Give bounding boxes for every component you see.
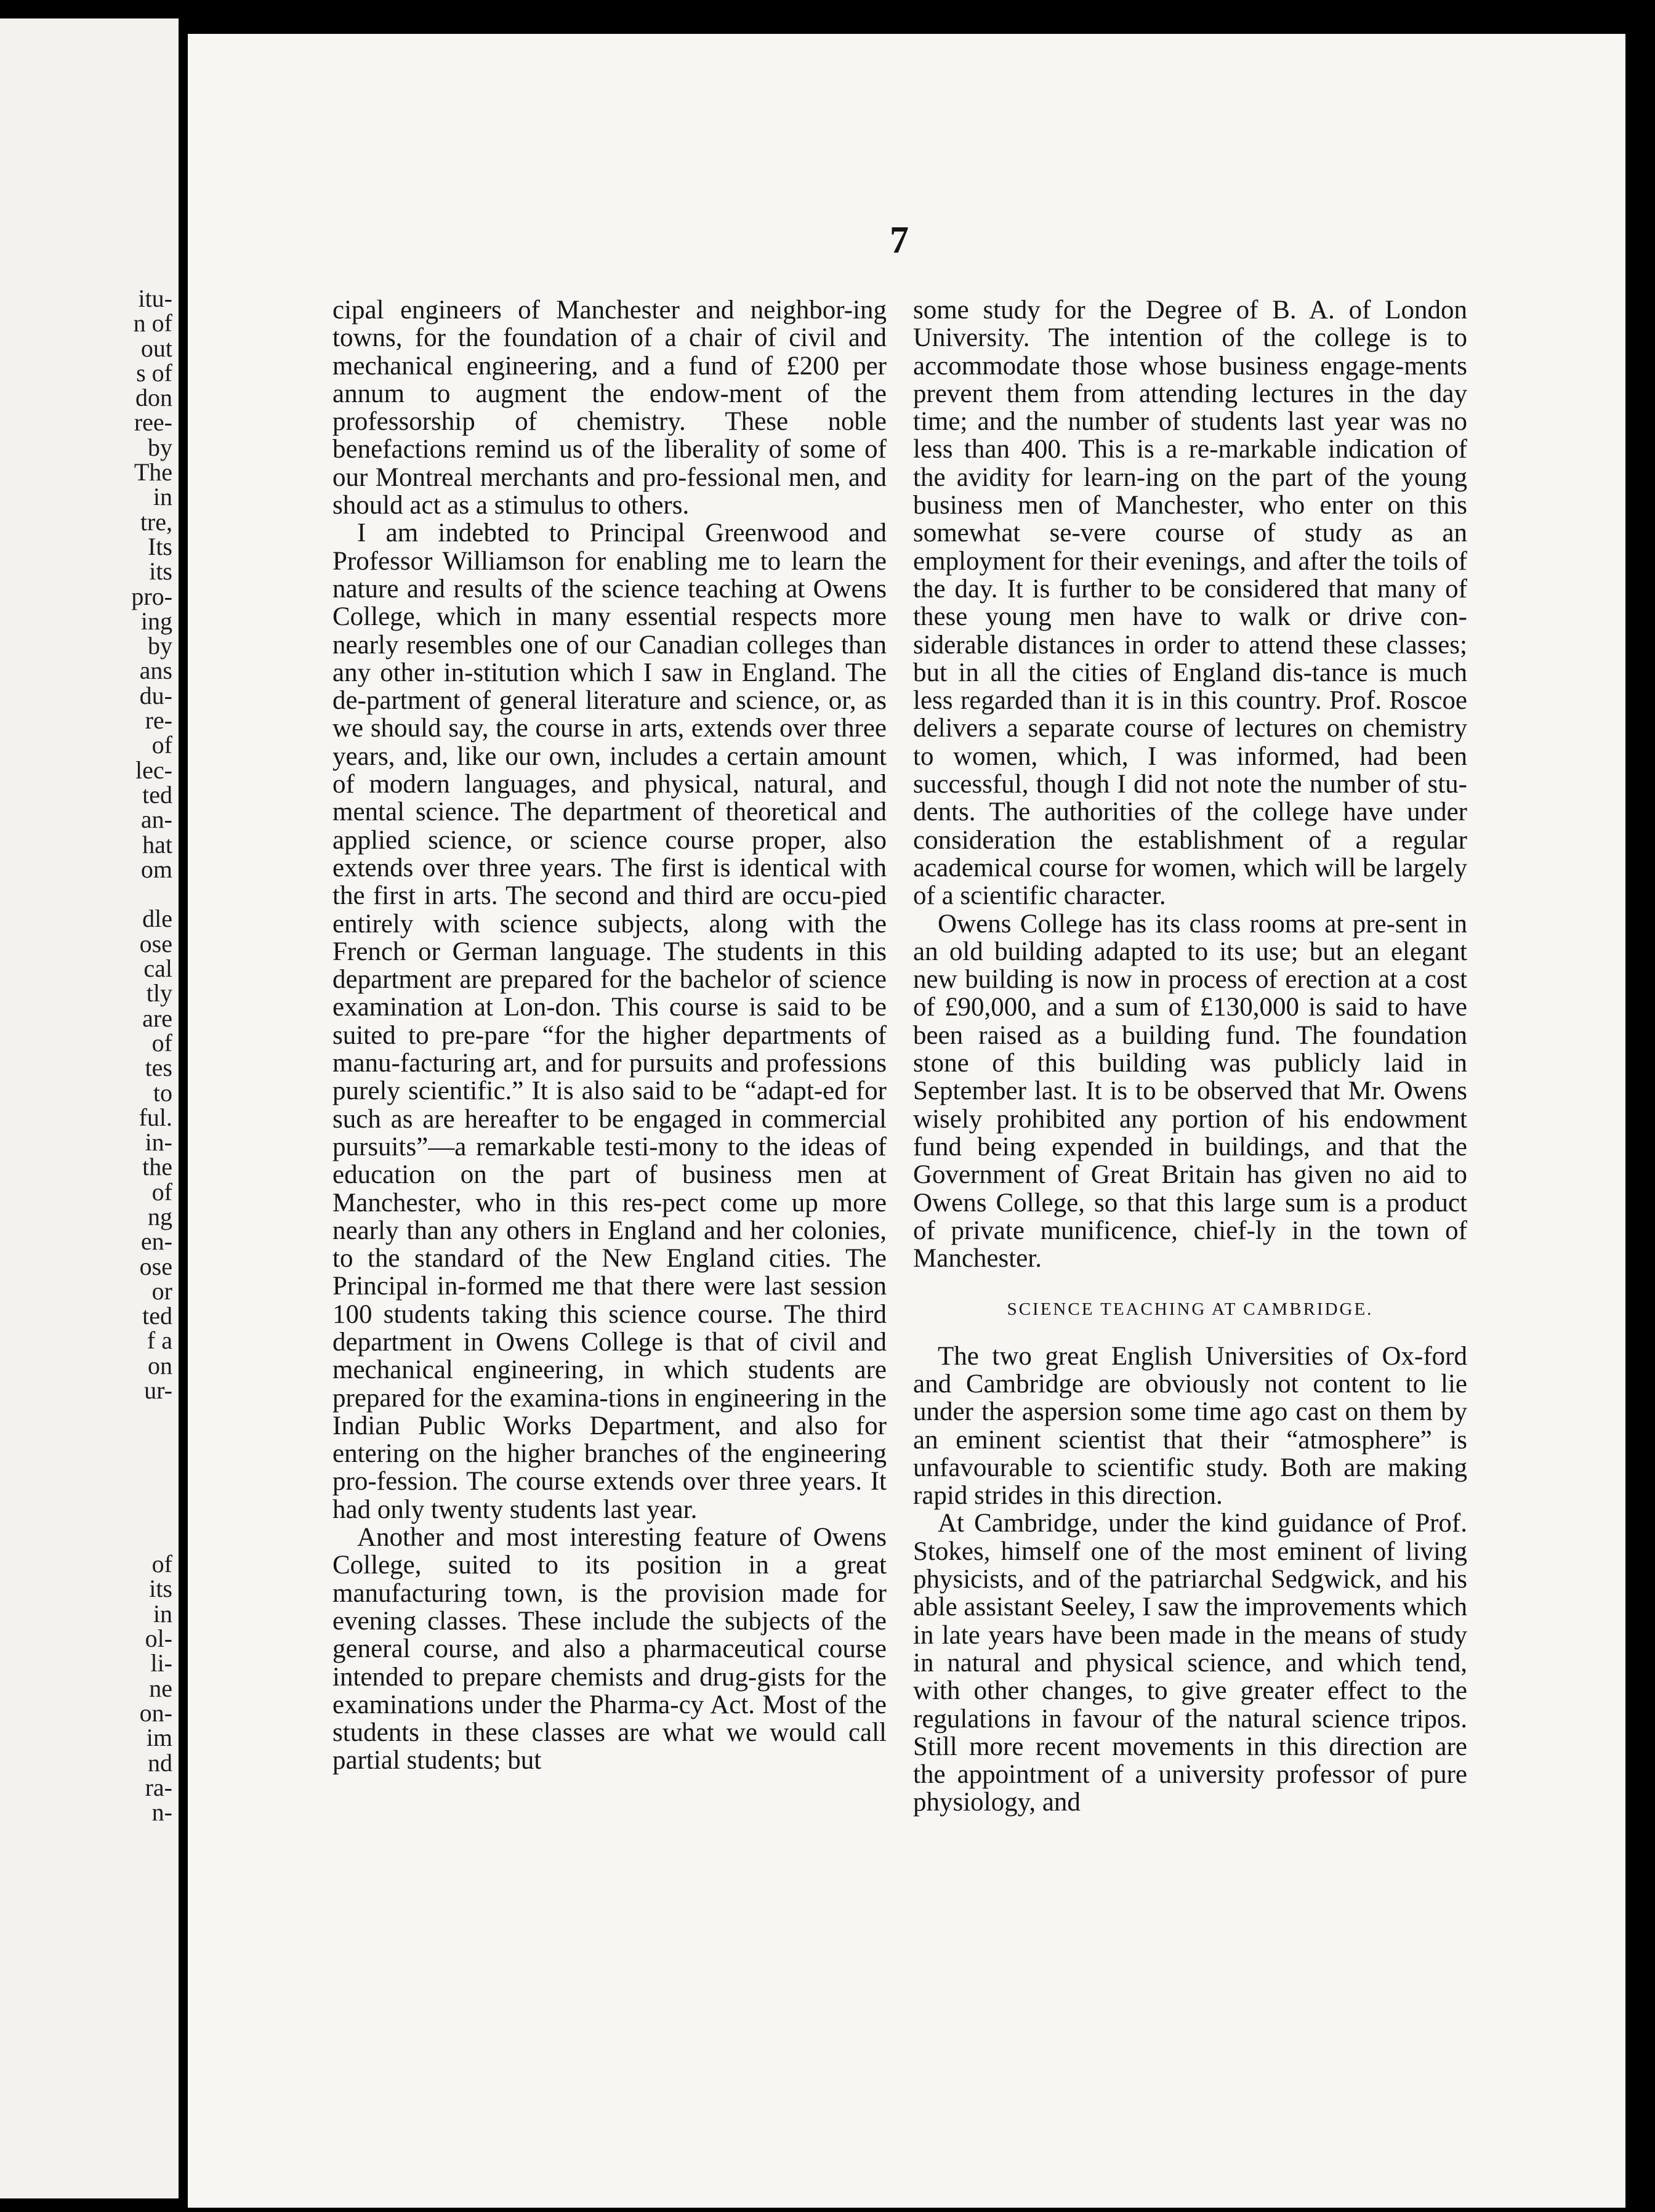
line-fragment bbox=[105, 1453, 172, 1477]
line-fragment: om bbox=[140, 855, 172, 883]
line-fragment: cal bbox=[143, 955, 172, 983]
line-fragment: its bbox=[149, 1575, 172, 1603]
line-fragment: hat bbox=[142, 830, 172, 858]
paragraph: cipal engineers of Manchester and neighbor-ing towns, for the foundation of a chair of civil and mechanical engineering, and a fund of £200 per annum to augment the endow-ment of the professorship of chemistry. These noble benefactions remind us of the liberality of some of our Montreal merchants and pro-fessional men, and should act as a stimulus to others. bbox=[332, 296, 887, 520]
line-fragment: pro- bbox=[131, 582, 172, 610]
line-fragment: ose bbox=[139, 929, 172, 958]
line-fragment: on- bbox=[139, 1698, 172, 1727]
line-fragment: in bbox=[153, 483, 172, 511]
line-fragment: of bbox=[151, 731, 172, 759]
line-fragment: The bbox=[134, 458, 172, 486]
line-fragment: ful. bbox=[139, 1103, 172, 1131]
line-fragment: out bbox=[140, 334, 172, 362]
line-fragment: by bbox=[148, 433, 172, 461]
line-fragment: are bbox=[142, 1004, 172, 1032]
book-page bbox=[188, 34, 1625, 2208]
line-fragment: ose bbox=[139, 1252, 172, 1280]
paragraph: At Cambridge, under the kind guidance of Prof. Stokes, himself one of the most eminent of living physicists, and of the patriarchal Sedgwick, and his able assistant Seeley, I saw the improvements which in late years have been made in the means of study in natural and physical science, and which tend, with other changes, to give greater effect to the regulations in favour of the natural science tripos. Still more recent movements in this direction are the appointment of a university professor of pure physiology, and bbox=[913, 1509, 1467, 1817]
line-fragment: on bbox=[148, 1351, 172, 1379]
line-fragment bbox=[105, 1428, 172, 1453]
line-fragment bbox=[105, 1477, 172, 1502]
paragraph: Another and most interesting feature of Owens College, suited to its position in a great manufacturing town, is the provision made for evening classes. These include the subjects of the general course, and also a pharmaceutical course intended to prepare chemists and drug-gists for the examinations under the Pharma-cy Act. Most of the students in these classes are what we would call partial students; but bbox=[332, 1523, 887, 1775]
line-fragment: ol- bbox=[145, 1625, 172, 1653]
line-fragment: ans bbox=[139, 656, 172, 685]
line-fragment: an- bbox=[140, 805, 172, 834]
line-fragment: tes bbox=[145, 1054, 172, 1082]
line-fragment: ted bbox=[142, 780, 172, 809]
line-fragment bbox=[105, 1527, 172, 1552]
paragraph: some study for the Degree of B. A. of London University. The intention of the college is to accommodate those whose business engage-ments prevent them from attending lectures in the day time; and the number of students last year was no less than 400. This is a re-markable indication of the avidity for learn-ing on the part of the young business men of Manchester, who enter on this somewhat se-vere course of study as an employment for their evenings, and after the toils of the day. It is further to be considered that many of these young men have to walk or drive con-siderable distances in order to attend these classes; but in all the cities of England dis-tance is much less regarded than it is in this country. Prof. Roscoe delivers a separate course of lectures on chemistry to women, which, I was informed, had been successful, though I did not note the number of stu-dents. The authorities of the college have under consideration the establishment of a regular academical course for women, which will be largely of a scientific character. bbox=[913, 296, 1467, 911]
line-fragment: f a bbox=[147, 1326, 172, 1355]
line-fragment: itu- bbox=[138, 285, 172, 312]
line-fragment: ng bbox=[148, 1202, 172, 1230]
line-fragment: lec- bbox=[135, 756, 172, 784]
line-fragment: li- bbox=[150, 1649, 172, 1677]
previous-page-strip bbox=[0, 18, 179, 2198]
line-fragment: by bbox=[148, 632, 172, 660]
line-fragment: don bbox=[135, 384, 172, 412]
line-fragment: ted bbox=[142, 1302, 172, 1330]
line-fragment: ne bbox=[149, 1674, 172, 1702]
line-fragment: in bbox=[153, 1599, 172, 1628]
paragraph: I am indebted to Principal Greenwood and Professor Williamson for enabling me to learn the nature and results of the science teaching at Owens College, which in many essential respects more nearly resembles one of our Canadian colleges than any other in-stitution which I saw in England. The de-partment of general literature and science, or, as we should say, the course in arts, extends over three years, and, like our own, includes a certain amount of modern languages, and physical, natural, and mental science. The department of theoretical and applied science, or science course proper, also extends over three years. The first is identical with the first in arts. The second and third are occu-pied entirely with science subjects, along with the French or German language. The students in this department are prepared for the bachelor of science examination at Lon-don. This course is said to be suited to pre-pare “for the higher departments of manu-facturing art, and for pursuits and professions purely scientific.” It is also said to be “adapt-ed for such as are hereafter to be engaged in commercial pursuits”—a remarkable testi-mony to the ideas of education on the part of business men at Manchester, who in this res-pect come up more nearly than any others in England and her colonies, to the standard of the New England cities. The Principal in-formed me that there were last session 100 students taking this science course. The third department in Owens College is that of civil and mechanical engineering, in which students are prepared for the examina-tions in engineering in the Indian Public Works Department, and also for entering on the higher branches of the engineering pro-fession. The course extends over three years. It had only twenty students last year. bbox=[332, 519, 887, 1524]
scan-border-bottom bbox=[0, 2208, 1655, 2212]
line-fragment: of bbox=[151, 1028, 172, 1057]
line-fragment bbox=[105, 882, 172, 906]
line-fragment bbox=[105, 1503, 172, 1527]
line-fragment: en- bbox=[140, 1227, 172, 1256]
line-fragment: Its bbox=[148, 532, 172, 560]
line-fragment: to bbox=[153, 1078, 172, 1107]
line-fragment: du- bbox=[139, 681, 172, 709]
line-fragment: the bbox=[142, 1153, 172, 1181]
line-fragment: ree- bbox=[134, 408, 172, 437]
line-fragment: ur- bbox=[144, 1376, 172, 1405]
line-fragment: ra- bbox=[145, 1773, 172, 1801]
previous-page-line-fragments bbox=[105, 286, 172, 1825]
line-fragment: im bbox=[146, 1724, 172, 1752]
line-fragment: n of bbox=[133, 309, 172, 337]
line-fragment: nd bbox=[148, 1748, 172, 1777]
line-fragment: re- bbox=[145, 706, 172, 735]
left-text-column bbox=[332, 296, 887, 1775]
line-fragment: tly bbox=[146, 979, 172, 1007]
line-fragment: of bbox=[151, 1177, 172, 1206]
line-fragment: ing bbox=[140, 607, 172, 635]
line-fragment: tre, bbox=[140, 507, 172, 536]
line-fragment bbox=[105, 1403, 172, 1427]
line-fragment: of bbox=[151, 1550, 172, 1578]
line-fragment: dle bbox=[142, 905, 172, 933]
right-text-column bbox=[913, 296, 1467, 1817]
line-fragment: n- bbox=[151, 1798, 172, 1827]
line-fragment: its bbox=[149, 557, 172, 586]
line-fragment: in- bbox=[145, 1128, 172, 1156]
paragraph: The two great English Universities of Ox-ford and Cambridge are obviously not content to lie under the aspersion some time ago cast on them by an eminent scientist that their “atmosphere” is unfavourable to scientific study. Both are making rapid strides in this direction. bbox=[913, 1341, 1467, 1511]
line-fragment: s of bbox=[136, 358, 172, 387]
paragraph: Owens College has its class rooms at pre-sent in an old building adapted to its use; but an elegant new building is now in process of erection at a cost of £90,000, and a sum of £130,000 is said to have been raised as a building fund. The foundation stone of this building was publicly laid in September last. It is to be observed that Mr. Owens wisely prohibited any portion of his endowment fund being expended in buildings, and that the Government of Great Britain has given no aid to Owens College, so that this large sum is a product of private munificence, chief-ly in the town of Manchester. bbox=[913, 909, 1467, 1274]
scan-border-right bbox=[1625, 0, 1655, 2212]
section-heading: SCIENCE TEACHING AT CAMBRIDGE. bbox=[1007, 1299, 1374, 1320]
page-number: 7 bbox=[890, 219, 909, 261]
line-fragment: or bbox=[151, 1277, 172, 1305]
